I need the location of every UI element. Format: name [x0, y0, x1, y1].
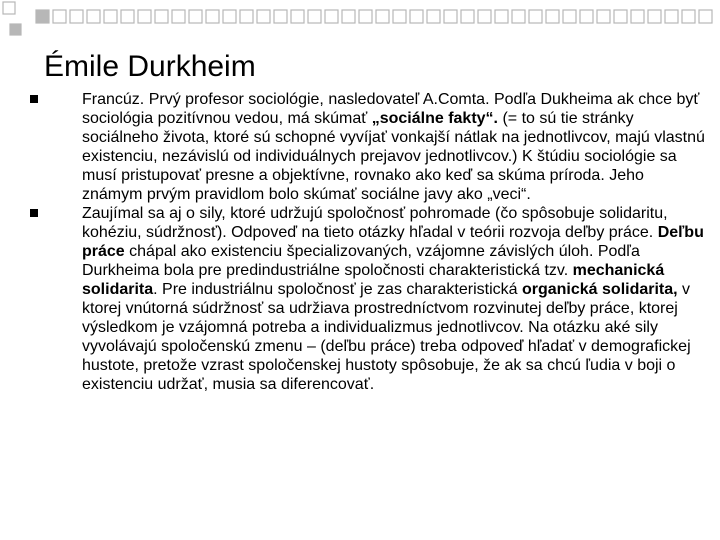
- bullet-list: [28, 90, 708, 394]
- deco-square-outline: [495, 10, 508, 23]
- text-segment: v ktorej vnútorná súdržnosť sa udržiava prostredníctvom rozvinutej deľby práce, ktorej výsledkom je vzájomná potreba a individualizmus jednotlivcov. Na otázku aké sily vyvolávajú spoločenskú zmenu – (deľbu práce) treba odpoveď hľadať v demografickej hustote, pretože vzrast spoločenskej hustoty spôsobuje, že ak sa chcú ľudia v boji o existenciu udržať, musia sa diferencovať.: [82, 281, 691, 393]
- text-segment: chápal ako existenciu špecializovaných, vzájomne závislých úloh. Podľa Durkheima bola pre predindustriálne spoločnosti charakteristická tzv.: [82, 243, 640, 279]
- deco-square-outline: [563, 10, 576, 23]
- emphasized-term: organická solidarita,: [521, 281, 678, 298]
- deco-square-outline: [155, 10, 168, 23]
- deco-square-outline: [291, 10, 304, 23]
- emphasized-term: „sociálne fakty“.: [371, 110, 498, 127]
- deco-square-outline: [631, 10, 644, 23]
- deco-square-outline: [342, 10, 355, 23]
- deco-square-outline: [665, 10, 678, 23]
- deco-square-outline: [3, 2, 15, 14]
- emphasized-term: mechanická solidarita: [82, 262, 665, 298]
- deco-square-outline: [529, 10, 542, 23]
- deco-square-outline: [444, 10, 457, 23]
- deco-square-outline: [121, 10, 134, 23]
- bullet-item-1: [28, 90, 708, 204]
- deco-square-outline: [189, 10, 202, 23]
- deco-square-outline: [223, 10, 236, 23]
- deco-square-outline: [461, 10, 474, 23]
- deco-square-outline: [648, 10, 661, 23]
- deco-square-outline: [410, 10, 423, 23]
- bullet-item-2: [28, 204, 708, 394]
- deco-square-outline: [597, 10, 610, 23]
- deco-square-outline: [274, 10, 287, 23]
- text-segment: Francúz. Prvý profesor sociológie, nasledovateľ A.Comta. Podľa Dukheima ak chce byť sociológia pozitívnou vedou, má skúmať: [82, 91, 700, 127]
- deco-square-filled: [36, 10, 49, 23]
- deco-square-outline: [104, 10, 117, 23]
- deco-square-outline: [87, 10, 100, 23]
- bullet-text-1: [82, 90, 708, 204]
- emphasized-term: Deľbu práce: [82, 224, 704, 260]
- slide-title: Émile Durkheim: [44, 50, 256, 83]
- deco-square-outline: [325, 10, 338, 23]
- text-segment: (= to sú tie stránky sociálneho života, ktoré sú schopné vyvíjať vonkajší nátlak na jednotlivcov, majú vlastnú existenciu, nezávislú od individuálnych prejavov jednotlivcov.) K štúdiu sociológie sa musí pristupovať presne a objektívne, rovnako ako keď sa skúma príroda. Jeho známym prvým pravidlom bolo skúmať sociálne javy ako „veci“.: [82, 110, 705, 203]
- square-bullet-icon: [30, 209, 38, 217]
- text-segment: Zaujímal sa aj o sily, ktoré udržujú spoločnosť pohromade (čo spôsobuje solidaritu, kohéziu, súdržnosť). Odpoveď na tieto otázky hľadal v teórii rozvoja deľby práce.: [82, 205, 668, 241]
- text-segment: . Pre industriálnu spoločnosť je zas charakteristická: [153, 281, 522, 298]
- deco-square-outline: [257, 10, 270, 23]
- deco-square-outline: [70, 10, 83, 23]
- deco-square-outline: [682, 10, 695, 23]
- deco-square-outline: [393, 10, 406, 23]
- square-bullet-icon: [30, 95, 38, 103]
- deco-square-outline: [580, 10, 593, 23]
- deco-square-outline: [240, 10, 253, 23]
- deco-square-outline: [512, 10, 525, 23]
- deco-square-outline: [308, 10, 321, 23]
- bullet-text-2: [82, 204, 708, 394]
- deco-square-outline: [699, 10, 712, 23]
- deco-square-outline: [138, 10, 151, 23]
- deco-square-outline: [53, 10, 66, 23]
- deco-square-outline: [614, 10, 627, 23]
- deco-square-outline: [359, 10, 372, 23]
- deco-square-outline: [478, 10, 491, 23]
- deco-square-outline: [206, 10, 219, 23]
- deco-square-outline: [376, 10, 389, 23]
- deco-square-filled: [10, 24, 21, 35]
- deco-square-outline: [172, 10, 185, 23]
- deco-square-outline: [546, 10, 559, 23]
- deco-square-outline: [427, 10, 440, 23]
- header-decoration: [0, 0, 720, 50]
